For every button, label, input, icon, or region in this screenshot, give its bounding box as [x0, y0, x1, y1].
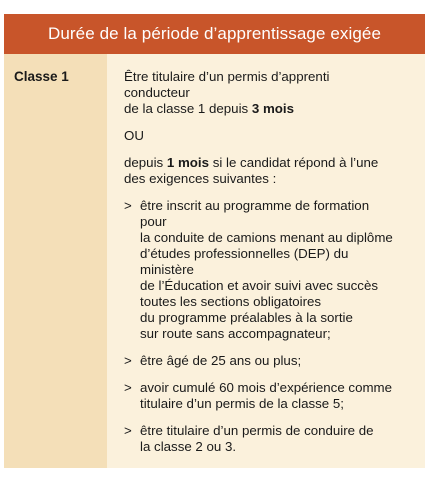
list-item-line: être inscrit au programme de formation pour	[140, 198, 370, 229]
bullet-arrow-icon: >	[124, 423, 132, 438]
list-item-line: d’études professionnelles (DEP) du ministère	[140, 246, 349, 277]
bullet-arrow-icon: >	[124, 380, 132, 395]
table-row	[4, 54, 425, 468]
condition-prefix: depuis	[124, 155, 167, 170]
list-item-line: toutes les sections obligatoires	[140, 294, 322, 309]
requirement-cell	[107, 54, 425, 468]
condition-paragraph	[124, 155, 395, 187]
bullet-arrow-icon: >	[124, 353, 132, 368]
requirements-list	[124, 198, 395, 455]
class-label: Classe 1	[14, 69, 69, 84]
intro-paragraph	[124, 69, 395, 117]
list-item	[124, 198, 395, 342]
list-item-line: titulaire d’un permis de la classe 5;	[140, 396, 344, 411]
list-item-line: sur route sans accompagnateur;	[140, 326, 331, 341]
intro-duration: 3 mois	[251, 101, 295, 116]
condition-duration: 1 mois	[166, 155, 210, 170]
list-item-line: la classe 2 ou 3.	[140, 439, 237, 454]
condition-rest: si le candidat répond à l’une	[209, 155, 379, 170]
list-item-line: la conduite de camions menant au diplôme	[140, 230, 393, 245]
or-separator: OU	[124, 128, 144, 143]
header-title: Durée de la période d’apprentissage exigée	[47, 24, 382, 43]
condition-line-2: des exigences suivantes :	[124, 171, 277, 186]
table-header	[4, 14, 425, 54]
list-item	[124, 380, 395, 412]
intro-line-2: de la classe 1 depuis	[124, 101, 252, 116]
list-item-line: être âgé de 25 ans ou plus;	[140, 353, 302, 368]
list-item-line: être titulaire d’un permis de conduire de	[140, 423, 374, 438]
condition-line-1	[124, 155, 395, 171]
intro-line-1: Être titulaire d’un permis d’apprenti conducteur	[124, 69, 330, 100]
bullet-arrow-icon: >	[124, 198, 132, 213]
class-label-cell	[4, 54, 107, 468]
list-item	[124, 423, 395, 455]
requirements-table	[4, 14, 425, 468]
list-item	[124, 353, 395, 369]
list-item-line: du programme préalables à la sortie	[140, 310, 353, 325]
list-item-line: de l’Éducation et avoir suivi avec succès	[140, 278, 378, 293]
list-item-line: avoir cumulé 60 mois d’expérience comme	[140, 380, 393, 395]
